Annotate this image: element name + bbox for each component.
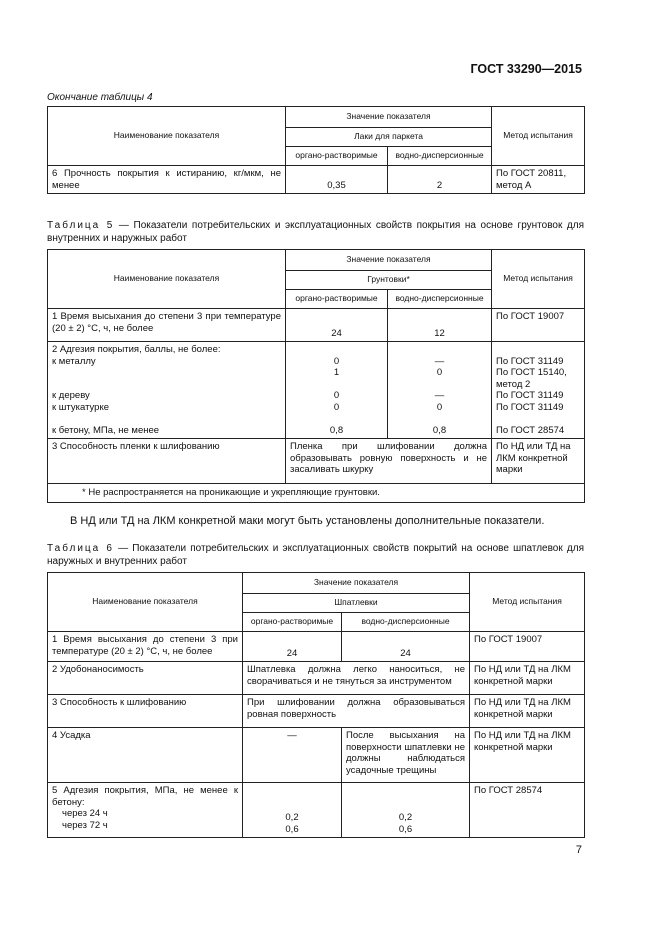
col-method-header: Метод испытания [492, 107, 585, 166]
cell-org: 24 [243, 632, 342, 662]
cell-water: 2 [388, 166, 492, 194]
note-paragraph: В НД или ТД на ЛКМ конкретной маки могут быть установлены дополнительные показатели. [70, 515, 545, 527]
cell-org: 0,6 [285, 823, 299, 835]
col-value-header: Значение показателя [286, 107, 492, 128]
table-row [48, 783, 585, 838]
col-water-header: водно-дисперсионные [388, 290, 492, 309]
col-water-header: водно-дисперсионные [342, 613, 470, 632]
cell-value: Шпатлевка должна легко наноситься, не сворачиваться и не тянуться за инструментом [243, 662, 470, 695]
table5-label: Таблица 5 [47, 220, 115, 231]
cell-value: Пленка при шлифовании должна образовывать ровную поверхность и не засаливать шкурку [286, 439, 492, 484]
cell-org: 0 [333, 390, 340, 401]
col-water-header: водно-дисперсионные [388, 147, 492, 166]
table6-caption [47, 542, 584, 568]
sub-item-plaster: к штукатурке [52, 401, 109, 413]
table-row [48, 728, 585, 783]
row-name: 2 Удобонаносимость [48, 662, 243, 695]
cell-org: 24 [286, 309, 388, 342]
col-group-header: Грунтовки* [286, 271, 492, 290]
col-name-header: Наименование показателя [48, 107, 286, 166]
cell-water: 0,6 [398, 823, 413, 835]
col-org-header: органо-растворимые [286, 290, 388, 309]
cell-org: 0 [333, 355, 340, 367]
row-name: 2 Адгезия покрытия, баллы, не более: [52, 344, 221, 355]
cell-method: По ГОСТ 20811, метод А [492, 166, 585, 194]
cell-method: По ГОСТ 31149 [496, 401, 564, 413]
table4-caption: Окончание таблицы 4 [47, 92, 153, 103]
page-number: 7 [575, 844, 582, 856]
sub-item-concrete: к бетону, МПа, не менее [52, 424, 160, 436]
col-org-header: органо-растворимые [286, 147, 388, 166]
cell-water: 0,8 [432, 424, 447, 436]
row-name: 1 Время высыхания до степени 3 при температуре (20 ± 2) °С, ч, не более [48, 309, 286, 342]
sub-item-72h: через 72 ч [62, 819, 108, 831]
table-row [48, 309, 585, 342]
cell-method: По ГОСТ 28574 [496, 424, 565, 436]
col-value-header: Значение показателя [286, 250, 492, 271]
table-row [48, 662, 585, 695]
cell-org: 0,35 [286, 166, 388, 194]
row-name: 4 Усадка [48, 728, 243, 783]
cell-org: 0 [333, 401, 340, 413]
table-row [48, 342, 585, 439]
cell-water: 0,2 [398, 812, 413, 823]
cell-org: — [243, 728, 342, 783]
cell-water: 0 [436, 401, 443, 413]
table5-footnote: * Не распространяется на проникающие и укрепляющие грунтовки. [48, 484, 585, 503]
row-name: 1 Время высыхания до степени 3 при температуре (20 ± 2) °С, ч, не более [48, 632, 243, 662]
cell-org: 0,8 [329, 424, 344, 436]
cell-method: По НД или ТД на ЛКМ конкретной марки [470, 695, 585, 728]
cell-method: По ГОСТ 28574 [470, 783, 585, 838]
col-group-header: Шпатлевки [243, 594, 470, 613]
document-code: ГОСТ 33290—2015 [470, 62, 582, 76]
sub-item-24h: через 24 ч [62, 808, 108, 819]
cell-water: — [434, 355, 445, 367]
cell-water: — [434, 390, 445, 401]
table4-end [47, 106, 585, 194]
col-group-header: Лаки для паркета [286, 128, 492, 147]
cell-method: По ГОСТ 15140, метод 2 [496, 367, 567, 390]
cell-water: 24 [342, 632, 470, 662]
cell-method: По ГОСТ 31149 [496, 390, 564, 401]
cell-method: По НД или ТД на ЛКМ конкретной марки [492, 439, 585, 484]
col-name-header: Наименование показателя [48, 250, 286, 309]
table-row [48, 695, 585, 728]
sub-item-wood: к дереву [52, 390, 90, 401]
row-name: 3 Способность пленки к шлифованию [48, 439, 286, 484]
col-method-header: Метод испытания [492, 250, 585, 309]
cell-water: После высыхания на поверхности шпатлевки не должны наблюдаться усадочные трещины [342, 728, 470, 783]
col-method-header: Метод испытания [470, 573, 585, 632]
cell-method: По НД или ТД на ЛКМ конкретной марки [470, 662, 585, 695]
table6 [47, 572, 585, 838]
col-name-header: Наименование показателя [48, 573, 243, 632]
table5 [47, 249, 585, 503]
table6-label: Таблица 6 [47, 543, 114, 554]
row-name: 3 Способность к шлифованию [48, 695, 243, 728]
cell-water: 12 [388, 309, 492, 342]
row-name: 6 Прочность покрытия к истиранию, кг/мкм, не менее [48, 166, 286, 194]
table-row [48, 632, 585, 662]
cell-method: По ГОСТ 19007 [492, 309, 585, 342]
table-row [48, 439, 585, 484]
cell-method: По НД или ТД на ЛКМ конкретной марки [470, 728, 585, 783]
col-org-header: органо-растворимые [243, 613, 342, 632]
col-value-header: Значение показателя [243, 573, 470, 594]
table5-title: — Показатели потребительских и эксплуатационных свойств покрытия на основе грунтовок для внутренних и наружных работ [47, 220, 584, 244]
cell-org: 1 [333, 367, 340, 378]
table6-title: — Показатели потребительских и эксплуатационных свойств покрытий на основе шпатлевок для наружных и внутренних работ [47, 543, 584, 567]
table-row [48, 166, 585, 194]
row-name: 5 Адгезия покрытия, МПа, не менее к бетону: [52, 785, 238, 808]
table5-caption [47, 219, 584, 245]
cell-water: 0 [436, 367, 443, 378]
sub-item-metal: к металлу [52, 355, 96, 367]
cell-method: По ГОСТ 31149 [496, 355, 564, 367]
cell-method: По ГОСТ 19007 [470, 632, 585, 662]
cell-org: 0,2 [285, 812, 299, 823]
cell-value: При шлифовании должна образовываться ровная поверхность [243, 695, 470, 728]
